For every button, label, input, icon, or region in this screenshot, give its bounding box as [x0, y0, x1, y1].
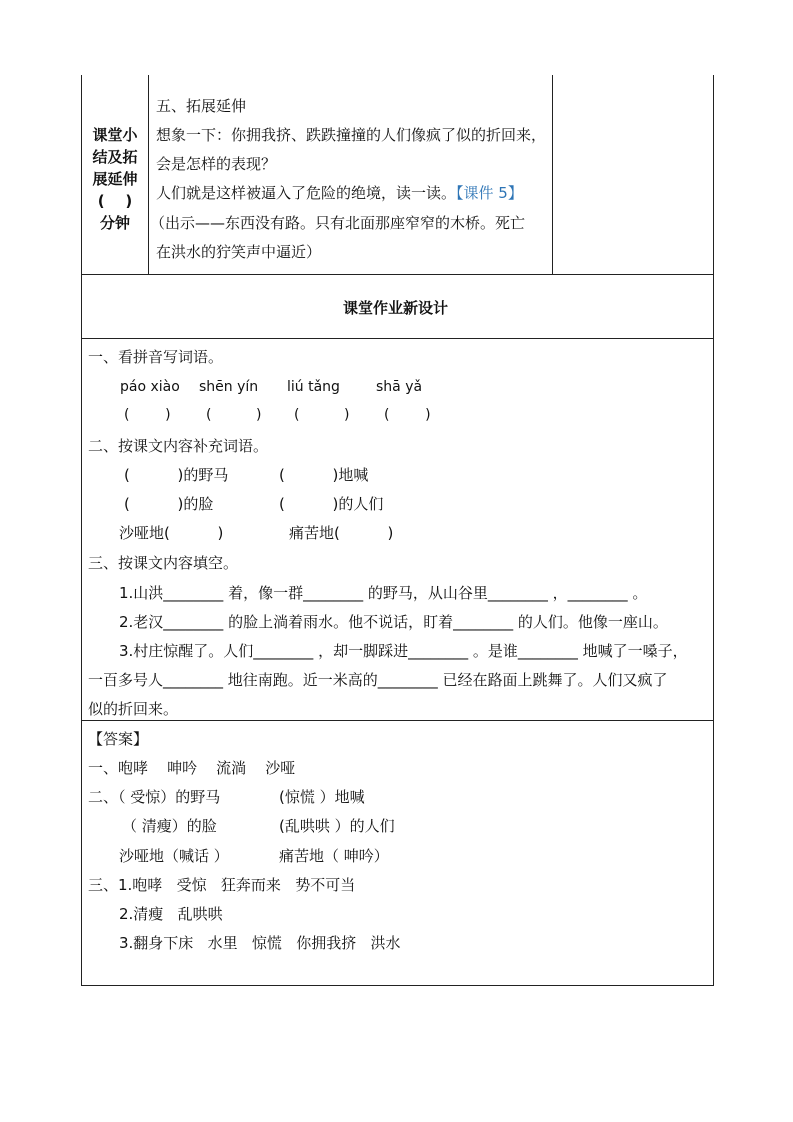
extension-paragraph: （出示——东西没有路。只有北面那座窄窄的木桥。死亡: [150, 214, 526, 232]
row-divider-2: [81, 338, 714, 339]
answer-line: (惊慌 ）地喊: [279, 788, 365, 806]
col-divider-1: [148, 75, 149, 275]
fill-sentence: 3.村庄惊醒了。人们________ ，却一脚踩进________ 。是谁________ 地喊了一嗓子，: [119, 642, 688, 660]
answer-blank: ( ): [384, 407, 431, 423]
answer-line: 二、（ 受惊）的野马: [88, 788, 221, 806]
courseware-tag: 【课件 5】: [456, 184, 523, 202]
row-divider-3: [81, 720, 714, 721]
answers-heading: 【答案】: [88, 730, 149, 748]
row-divider-1: [81, 274, 714, 275]
answer-line: 三、1.咆哮 受惊 狂奔而来 势不可当: [88, 876, 356, 894]
table-border-right: [713, 75, 714, 986]
fill-sentence: 一百多号人________ 地往南跑。近一米高的________ 已经在路面上跳舞了。人们又疯了: [88, 671, 668, 689]
fill-item: 痛苦地( ): [289, 524, 394, 542]
answer-blank: ( ): [124, 407, 171, 423]
question-3-heading: 三、按课文内容填空。: [88, 554, 239, 572]
section-label-line: 结及拓: [92, 148, 138, 166]
pinyin-item: shā yǎ: [376, 379, 423, 395]
fill-item: 沙哑地( ): [119, 524, 224, 542]
answer-line: 2.清瘦 乱哄哄: [119, 905, 223, 923]
extension-paragraph: 会是怎样的表现？: [156, 155, 277, 173]
pinyin-item: liú tǎng: [287, 379, 340, 395]
extension-heading: 五、拓展延伸: [156, 97, 247, 115]
fill-sentence: 1.山洪________ 着，像一群________ 的野马，从山谷里________ ，________ 。: [119, 584, 648, 602]
answer-line: 痛苦地（ 呻吟）: [279, 847, 389, 865]
section-label-line: 课堂小: [92, 126, 138, 144]
fill-item: ( )的人们: [279, 495, 384, 513]
homework-title: 课堂作业新设计: [343, 299, 449, 317]
section-label: [82, 124, 148, 234]
section-label-line: 分钟: [99, 214, 130, 232]
pinyin-item: shēn yín: [199, 379, 259, 395]
extension-paragraph: 在洪水的狞笑声中逼近）: [156, 243, 322, 261]
fill-sentence: 似的折回来。: [88, 700, 179, 718]
answer-line: (乱哄哄 ）的人们: [279, 817, 395, 835]
section-label-line: 展延伸: [92, 170, 138, 188]
extension-paragraph: [156, 183, 523, 203]
answer-line: 一、咆哮 呻吟 流淌 沙哑: [88, 759, 296, 777]
answer-blank: ( ): [206, 407, 262, 423]
answer-line: 沙哑地（喊话 ）: [119, 847, 229, 865]
fill-item: ( )地喊: [279, 466, 369, 484]
table-border-bottom: [81, 985, 714, 986]
answer-line: （ 清瘦）的脸: [122, 817, 217, 835]
extension-paragraph: 想象一下：你拥我挤、跌跌撞撞的人们像疯了似的折回来，: [156, 126, 547, 144]
fill-sentence: 2.老汉________ 的脸上淌着雨水。他不说话，盯着________ 的人们。他像一座山。: [119, 613, 668, 631]
fill-item: ( )的野马: [124, 466, 229, 484]
extension-paragraph-text: 人们就是这样被逼入了危险的绝境，读一读。: [156, 184, 457, 202]
answer-blank: ( ): [294, 407, 350, 423]
answer-line: 3.翻身下床 水里 惊慌 你拥我挤 洪水: [119, 934, 401, 952]
fill-item: ( )的脸: [124, 495, 214, 513]
col-divider-2: [552, 75, 553, 275]
question-2-heading: 二、按课文内容补充词语。: [88, 437, 269, 455]
section-label-line: ( ): [97, 192, 133, 210]
question-1-heading: 一、看拼音写词语。: [88, 348, 224, 366]
pinyin-item: páo xiào: [120, 379, 180, 395]
